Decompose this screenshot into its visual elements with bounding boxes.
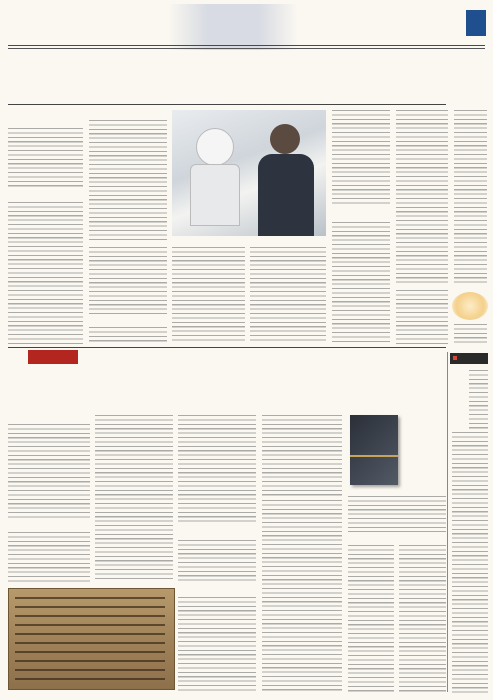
article1-col2-text-c bbox=[89, 327, 167, 344]
article2-col5-text-a bbox=[348, 496, 446, 532]
article1-col6-text-b bbox=[396, 290, 448, 344]
article1-col7-text bbox=[454, 110, 487, 286]
smart-city-text-b bbox=[452, 432, 488, 693]
masthead-rule-thin bbox=[8, 48, 485, 49]
article2-col1-text-a bbox=[8, 424, 90, 520]
book-cover-stripe bbox=[350, 455, 398, 457]
badge-backdrop bbox=[452, 292, 488, 320]
robot-figure bbox=[196, 128, 234, 166]
article1-col5-text-a bbox=[332, 110, 390, 206]
article2-col3-text-a bbox=[178, 415, 256, 525]
article1-col2-text bbox=[89, 120, 167, 240]
article2-col2-text bbox=[95, 415, 173, 582]
visitor-figure bbox=[270, 124, 300, 154]
article1-col3-text bbox=[172, 247, 245, 344]
masthead bbox=[0, 0, 493, 62]
smart-city-text-a bbox=[469, 370, 488, 430]
major-result-tag bbox=[28, 350, 78, 364]
article2-col6-text bbox=[399, 545, 446, 693]
book-cover bbox=[350, 415, 398, 485]
article1-bottom-rule bbox=[8, 347, 446, 348]
page-number bbox=[466, 10, 486, 36]
article2-col3-text-c bbox=[178, 597, 256, 693]
hot-words-tag bbox=[450, 353, 488, 364]
masthead-rule bbox=[8, 45, 485, 46]
article2-col5-text-b bbox=[348, 545, 394, 693]
sidebar-divider bbox=[447, 352, 448, 692]
article1-col2-text-b bbox=[89, 247, 167, 315]
article1-col4-text bbox=[250, 247, 326, 344]
scholar-view-badge bbox=[452, 292, 488, 320]
article1-headline-rule bbox=[8, 104, 446, 105]
article1-col6-text-a bbox=[396, 110, 448, 286]
robot-body bbox=[190, 164, 240, 226]
supplement-banner bbox=[168, 4, 298, 50]
article2-col3-text-b bbox=[178, 540, 256, 582]
article1-col1-text-b bbox=[8, 202, 83, 344]
article1-photo bbox=[172, 110, 326, 236]
article2-col4-text bbox=[262, 415, 342, 497]
visitor-body bbox=[258, 154, 314, 236]
article2-col4-text-b bbox=[262, 500, 342, 693]
article1-col7-text-b bbox=[454, 324, 487, 344]
manuscript-script-lines bbox=[15, 597, 165, 681]
bullet-square-icon bbox=[453, 356, 457, 360]
tibetan-manuscript-image bbox=[8, 588, 175, 690]
article1-col1-text-a bbox=[8, 128, 83, 188]
article1-col5-text-b bbox=[332, 222, 390, 344]
article2-col1-text-b bbox=[8, 532, 90, 582]
